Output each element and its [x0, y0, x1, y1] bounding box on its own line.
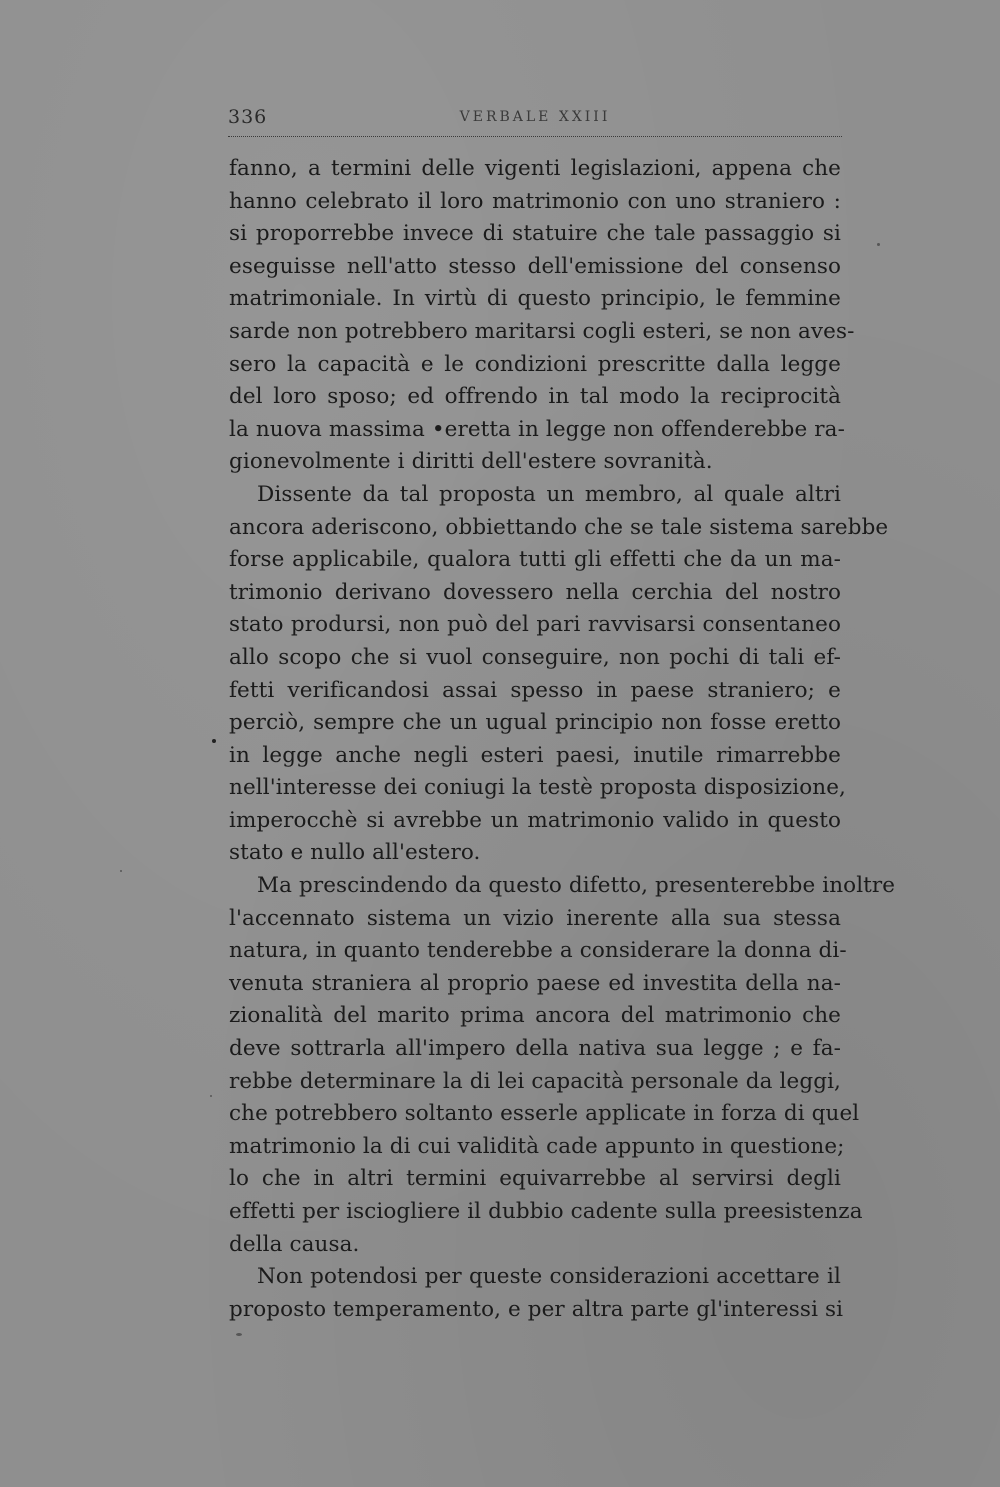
text-line: sero la capacità e le condizioni prescritte dalla legge [229, 351, 841, 377]
paper-speck [877, 243, 880, 246]
text-line: allo scopo che si vuol conseguire, non pochi di tali ef- [229, 644, 841, 670]
paper-speck [120, 870, 122, 872]
text-line: zionalità del marito prima ancora del matrimonio che [229, 1003, 841, 1029]
text-line: lo che in altri termini equivarrebbe al servirsi degli [229, 1166, 841, 1192]
text-line: stato e nullo all'estero. [229, 840, 481, 866]
text-line: si proporrebbe invece di statuire che tale passaggio si [229, 221, 841, 247]
text-line: stato prodursi, non può del pari ravvisarsi consentaneo [229, 612, 841, 638]
text-line: della causa. [229, 1231, 360, 1257]
text-line: imperocchè si avrebbe un matrimonio valido in questo [229, 807, 841, 833]
text-line: del loro sposo; ed offrendo in tal modo la reciprocità [229, 384, 841, 410]
running-title: VERBALE XXIII [459, 109, 611, 125]
text-line: gionevolmente i diritti dell'estere sovranità. [229, 449, 713, 475]
running-head [228, 100, 842, 137]
text-line: venuta straniera al proprio paese ed investita della na- [229, 970, 841, 996]
text-line: forse applicabile, qualora tutti gli effetti che da un ma- [229, 547, 841, 573]
paragraph-first-line: Ma prescindendo da questo difetto, presenterebbe inoltre [257, 873, 896, 899]
text-line: nell'interesse dei coniugi la testè proposta disposizione, [229, 775, 846, 801]
text-line: fanno, a termini delle vigenti legislazioni, appena che [229, 156, 841, 181]
text-line: natura, in quanto tenderebbe a considerare la donna di- [229, 938, 847, 964]
text-line: la nuova massima •eretta in legge non offenderebbe ra- [229, 416, 845, 442]
text-line: l'accennato sistema un vizio inerente alla sua stessa [229, 905, 841, 931]
text-line: trimonio derivano dovessero nella cerchia del nostro [229, 579, 841, 605]
text-line: hanno celebrato il loro matrimonio con uno straniero : [229, 188, 841, 214]
text-line: effetti per isciogliere il dubbio cadente sulla preesistenza [229, 1199, 863, 1224]
body-text [229, 153, 896, 1326]
text-line: che potrebbero soltanto esserle applicate in forza di quel [229, 1101, 860, 1127]
text-line: rebbe determinare la di lei capacità personale da leggi, [229, 1068, 841, 1094]
paragraph-first-line: Dissente da tal proposta un membro, al quale altri [257, 481, 841, 507]
text-line: sarde non potrebbero maritarsi cogli esteri, se non aves- [229, 318, 855, 344]
text-line: proposto temperamento, e per altra parte gl'interessi si [229, 1296, 844, 1322]
text-line: perciò, sempre che un ugual principio non fosse eretto [229, 710, 841, 736]
text-line: matrimoniale. In virtù di questo principio, le femmine [229, 286, 841, 312]
page-number: 336 [228, 106, 268, 128]
paper-speck [210, 1095, 212, 1097]
text-line: in legge anche negli esteri paesi, inutile rimarrebbe [229, 742, 841, 768]
text-line: matrimonio la di cui validità cade appunto in questione; [229, 1133, 845, 1159]
text-line: deve sottrarla all'impero della nativa sua legge ; e fa- [229, 1036, 841, 1062]
paper-speck [236, 1333, 242, 1336]
margin-dot-mark [212, 739, 216, 743]
text-line: ancora aderiscono, obbiettando che se tale sistema sarebbe [229, 514, 889, 540]
paragraph-first-line: Non potendosi per queste considerazioni accettare il [257, 1264, 841, 1290]
text-line: fetti verificandosi assai spesso in paese straniero; e [229, 677, 841, 703]
text-line: eseguisse nell'atto stesso dell'emissione del consenso [229, 253, 841, 279]
